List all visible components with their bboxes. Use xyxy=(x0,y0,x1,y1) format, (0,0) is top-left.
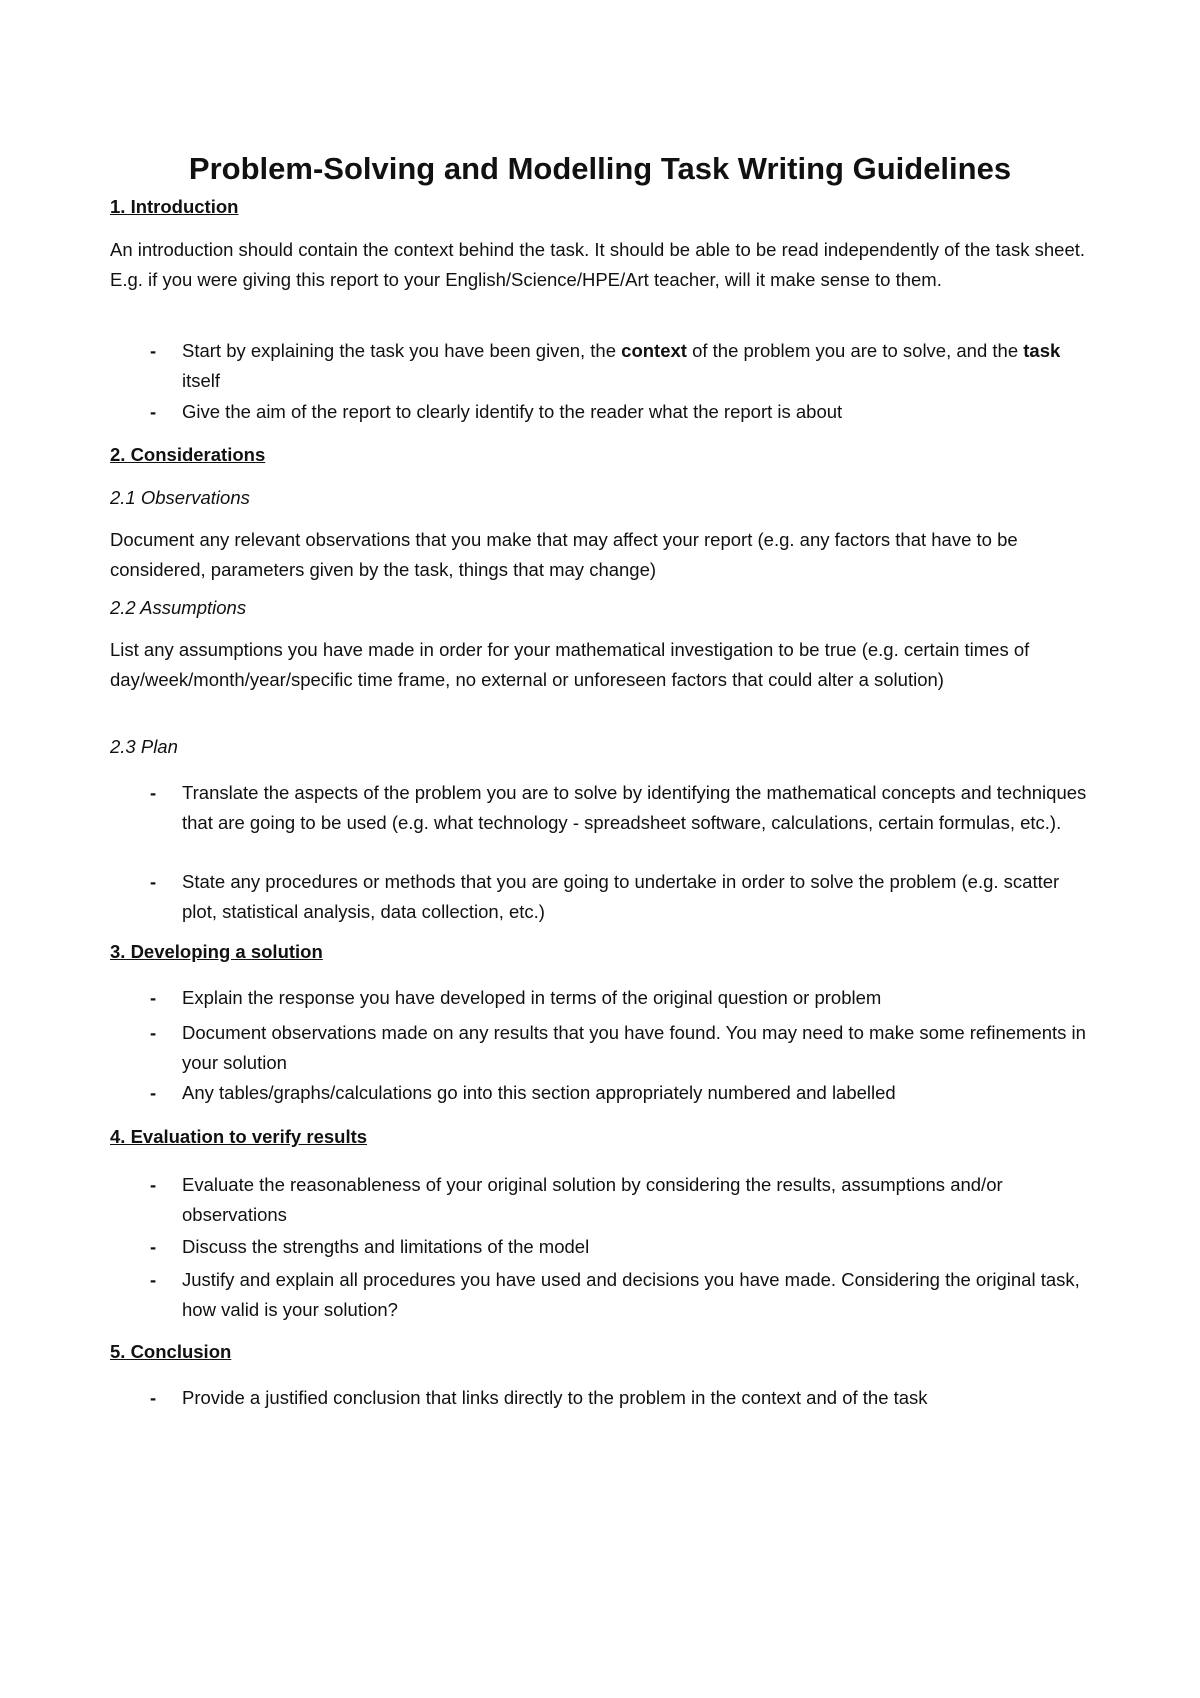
bullet-text: Explain the response you have developed in terms of the original question or problem xyxy=(182,987,882,1008)
bullet-text: Justify and explain all procedures you have used and decisions you have made. Considering the original task, how valid is your solution? xyxy=(182,1269,1080,1320)
document-title: Problem-Solving and Modelling Task Writing Guidelines xyxy=(188,151,1012,186)
bullet-dash: - xyxy=(150,1269,157,1290)
bullet-text: Any tables/graphs/calculations go into this section appropriately numbered and labelled xyxy=(182,1082,896,1103)
bullet-dash: - xyxy=(150,1236,157,1257)
heading-developing-solution: 3. Developing a solution xyxy=(110,941,323,962)
bullet-dash: - xyxy=(150,340,157,361)
bullet-dash: - xyxy=(150,987,157,1008)
bullet-text: Evaluate the reasonableness of your original solution by considering the results, assumptions and/or observations xyxy=(182,1174,1003,1225)
bullet-dash: - xyxy=(150,782,157,803)
bullet-dash: - xyxy=(150,401,157,422)
keyword-task: task xyxy=(1023,340,1061,361)
keyword-context: context xyxy=(621,340,687,361)
bullet-dash: - xyxy=(150,1022,157,1043)
bullet-dash: - xyxy=(150,1174,157,1195)
bullet-text: Give the aim of the report to clearly identify to the reader what the report is about xyxy=(182,401,843,422)
bullet-dash: - xyxy=(150,1387,157,1408)
introduction-paragraph: An introduction should contain the context behind the task. It should be able to be read independently of the task sheet. E.g. if you were giving this report to your English/Science/HPE/Art teacher, will it make sense to them. xyxy=(110,239,1086,290)
bullet-text: State any procedures or methods that you are going to undertake in order to solve the problem (e.g. scatter plot, statistical analysis, data collection, etc.) xyxy=(182,871,1060,922)
bullet-text: Provide a justified conclusion that links directly to the problem in the context and of the task xyxy=(182,1387,928,1408)
bullet-dash: - xyxy=(150,871,157,892)
bullet-text: Start by explaining the task you have been given, the context of the problem you are to solve, and the task itself xyxy=(182,340,1061,391)
bullet-text: Discuss the strengths and limitations of the model xyxy=(182,1236,590,1257)
observations-paragraph: Document any relevant observations that you make that may affect your report (e.g. any factors that have to be considered, parameters given by the task, things that may change) xyxy=(110,529,1018,580)
subheading-assumptions: 2.2 Assumptions xyxy=(110,597,247,618)
assumptions-paragraph: List any assumptions you have made in order for your mathematical investigation to be true (e.g. certain times of day/week/month/year/specific time frame, no external or unforeseen factors that could alter a solution) xyxy=(110,639,1030,690)
heading-evaluation: 4. Evaluation to verify results xyxy=(110,1126,368,1147)
bullet-dash: - xyxy=(150,1082,157,1103)
subheading-observations: 2.1 Observations xyxy=(110,487,250,508)
heading-considerations: 2. Considerations xyxy=(110,444,266,465)
bullet-text: Document observations made on any results that you have found. You may need to make some refinements in your solution xyxy=(182,1022,1086,1073)
subheading-plan: 2.3 Plan xyxy=(110,736,178,757)
heading-conclusion: 5. Conclusion xyxy=(110,1341,232,1362)
heading-introduction: 1. Introduction xyxy=(110,196,239,217)
bullet-text: Translate the aspects of the problem you are to solve by identifying the mathematical concepts and techniques that are going to be used (e.g. what technology - spreadsheet software, calculations, certain formulas, etc.). xyxy=(182,782,1087,833)
